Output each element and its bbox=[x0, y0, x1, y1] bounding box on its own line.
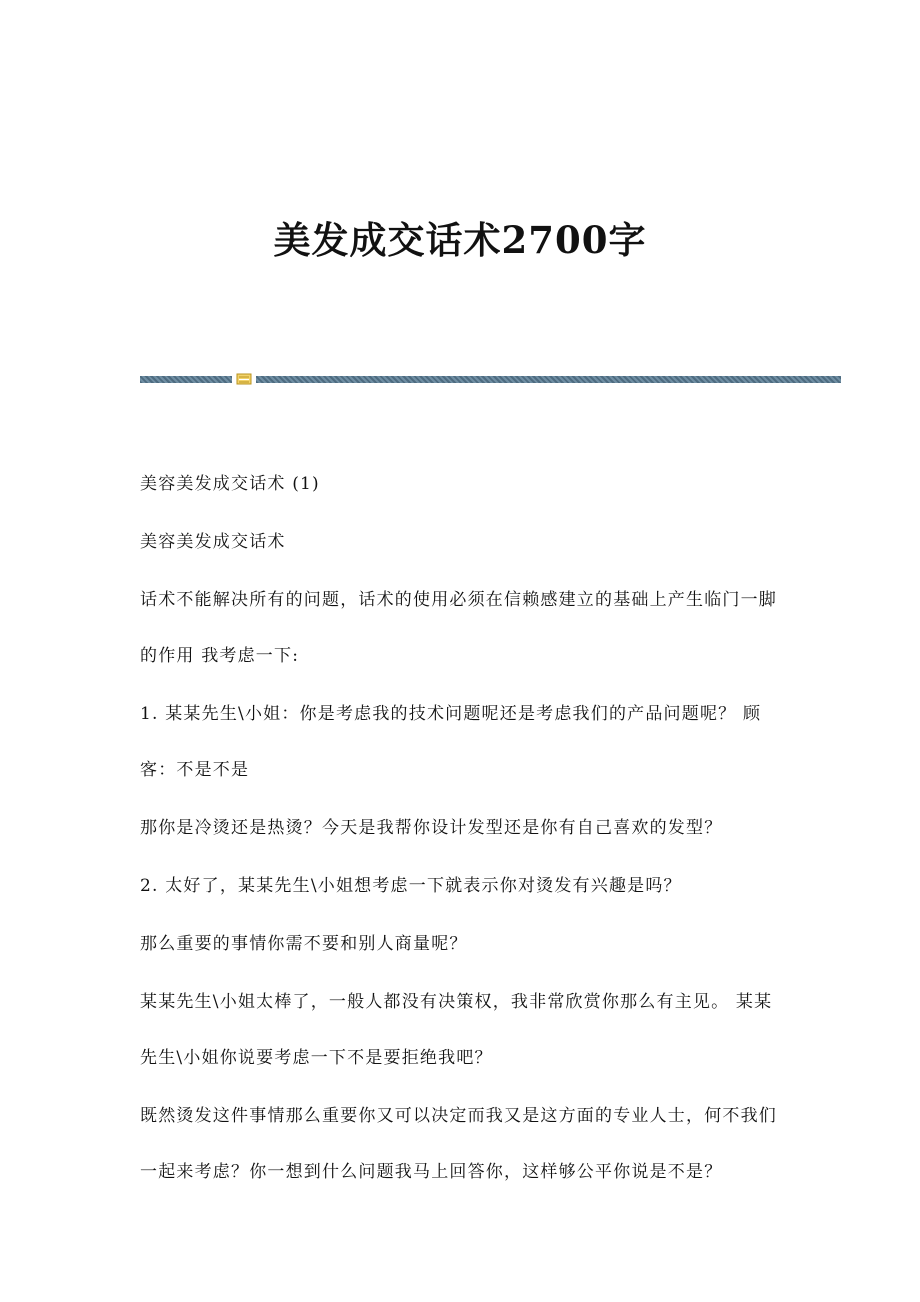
paragraph: 某某先生\小姐太棒了，一般人都没有决策权，我非常欣赏你那么有主见。 某某先生\小姐你说要考虑一下不是要拒绝我吧？ bbox=[140, 992, 773, 1068]
document-body bbox=[140, 469, 780, 1215]
paragraph: 既然烫发这件事情那么重要你又可以决定而我又是这方面的专业人士，何不我们一起来考虑？你一想到什么问题我马上回答你，这样够公平你说是不是？ bbox=[140, 1106, 777, 1182]
document-title: 美发成交话术2700字 bbox=[273, 218, 647, 262]
divider-ornament-icon bbox=[236, 372, 252, 386]
title-divider bbox=[140, 372, 841, 386]
paragraph: 话术不能解决所有的问题，话术的使用必须在信赖感建立的基础上产生临门一脚的作用 我考虑一下: bbox=[140, 590, 777, 666]
paragraph: 2. 太好了，某某先生\小姐想考虑一下就表示你对烫发有兴趣是吗？ bbox=[140, 876, 682, 896]
divider-bar-right bbox=[256, 376, 841, 383]
paragraph: 美容美发成交话术 bbox=[140, 532, 286, 552]
paragraph: 1. 某某先生\小姐：你是考虑我的技术问题呢还是考虑我们的产品问题呢？ 顾客：不是不是 bbox=[140, 704, 762, 780]
paragraph: 那么重要的事情你需不要和别人商量呢？ bbox=[140, 934, 468, 954]
paragraph: 那你是冷烫还是热烫？今天是我帮你设计发型还是你有自己喜欢的发型？ bbox=[140, 818, 723, 838]
divider-bar-left bbox=[140, 376, 232, 383]
paragraph: 美容美发成交话术 (1) bbox=[140, 474, 320, 494]
